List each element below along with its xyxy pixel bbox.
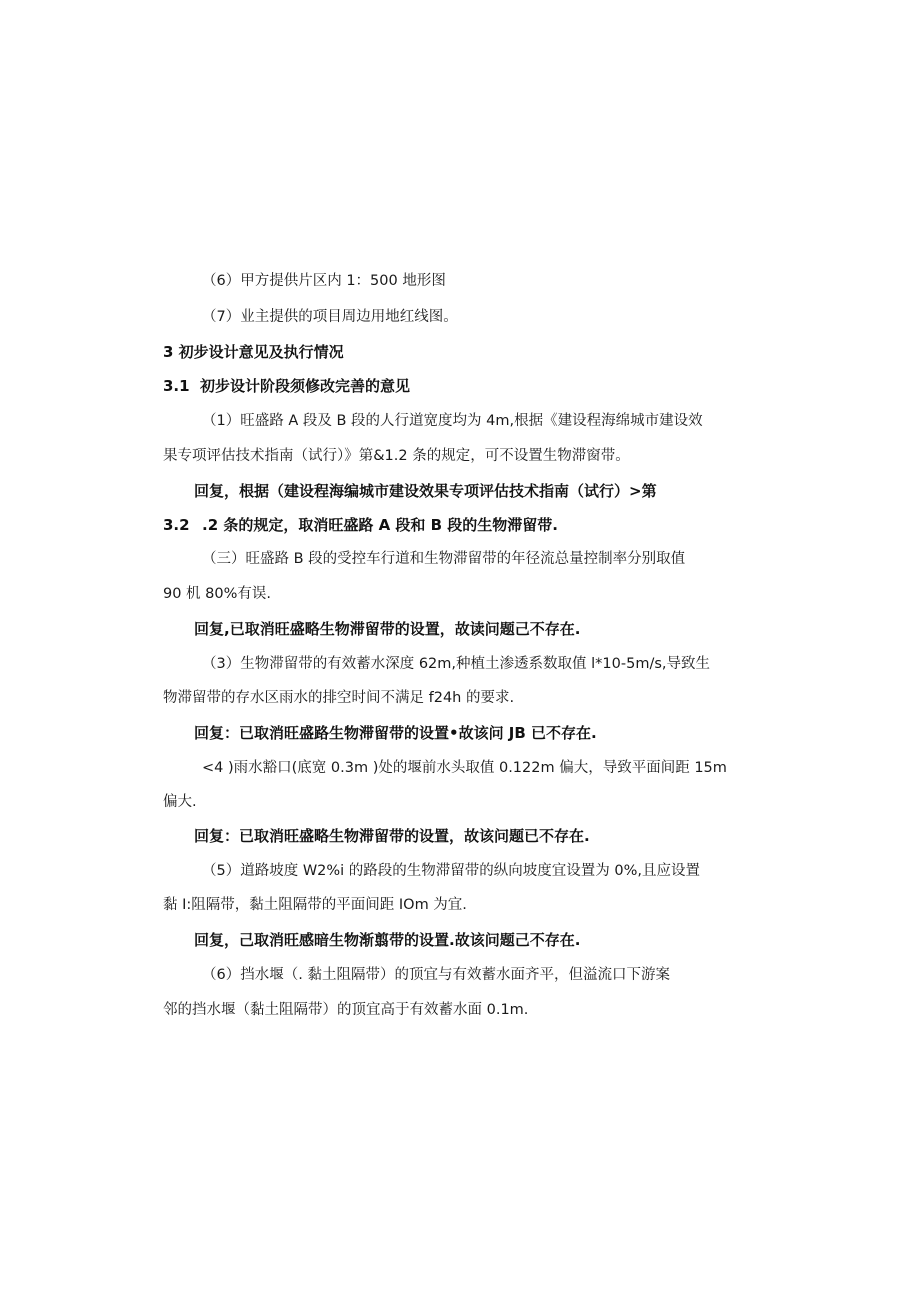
section-3-1-title: 初步设计阶段须修改完善的意见 bbox=[200, 377, 411, 395]
comment-4-line-2: 偏大. bbox=[163, 794, 197, 810]
comment-1-line-1: （1）旺盛路 A 段及 B 段的人行道宽度均为 4m,根据《建设程海绵城市建设效 bbox=[202, 413, 703, 429]
comment-6-line-2: 邻的挡水堰（黏土阻隔带）的顶宜高于有效蓄水面 0.1m. bbox=[163, 1002, 529, 1018]
comment-2-line-1: （三）旺盛路 B 段的受控车行道和生物滞留带的年径流总量控制率分别取值 bbox=[202, 551, 686, 567]
section-3-2-number: 3.2 bbox=[163, 516, 190, 534]
item-6-line: （6）甲方提供片区内 1：500 地形图 bbox=[202, 273, 446, 289]
reply-3: 回复：已取消旺盛路生物滞留带的设置•故该问 JB 已不存在. bbox=[194, 724, 597, 742]
section-3-heading: 3 初步设计意见及执行情况 bbox=[163, 343, 344, 361]
section-3-1-number: 3.1 bbox=[163, 377, 190, 395]
comment-3-line-1: （3）生物滞留带的有效蓄水深度 62m,种植土渗透系数取值 l*10-5m/s,导致生 bbox=[202, 656, 710, 672]
comment-5-line-2: 黏 I:阻隔带，黏土阻隔带的平面间距 IOm 为宜. bbox=[163, 897, 467, 913]
reply-4: 回复：已取消旺盛略生物滞留带的设置，故该问题已不存在. bbox=[194, 827, 590, 845]
comment-4-line-1: <4 )雨水豁口(底宽 0.3m )处的堰前水头取值 0.122m 偏大，导致平面间距 15m bbox=[202, 760, 727, 776]
reply-1-line-2: .2 条的规定，取消旺盛路 A 段和 B 段的生物滞留带. bbox=[202, 516, 558, 534]
comment-6-line-1: （6）挡水堰（. 黏土阻隔带）的顶宜与有效蓄水面齐平，但溢流口下游案 bbox=[202, 967, 670, 983]
comment-2-line-2: 90 机 80%有误. bbox=[163, 586, 272, 602]
reply-5: 回复，己取消旺感暗生物渐翦带的设置.故该问题己不存在. bbox=[194, 931, 581, 949]
reply-1-line-1: 回复，根据（建设程海编城市建设效果专项评估技术指南（试行）>第 bbox=[194, 482, 657, 500]
comment-1-line-2: 果专项评估技术指南（试行）》第&1.2 条的规定，可不设置生物滞窗带。 bbox=[163, 448, 630, 464]
item-7-line: （7）业主提供的项目周边用地红线图。 bbox=[202, 309, 458, 325]
comment-5-line-1: （5）道路坡度 W2%i 的路段的生物滞留带的纵向坡度宜设置为 0%,且应设置 bbox=[202, 863, 701, 879]
comment-3-line-2: 物滞留带的存水区雨水的排空时间不满足 f24h 的要求. bbox=[163, 690, 515, 706]
reply-2: 回复,已取消旺盛略生物滞留带的设置，故读问题己不存在. bbox=[194, 620, 581, 638]
